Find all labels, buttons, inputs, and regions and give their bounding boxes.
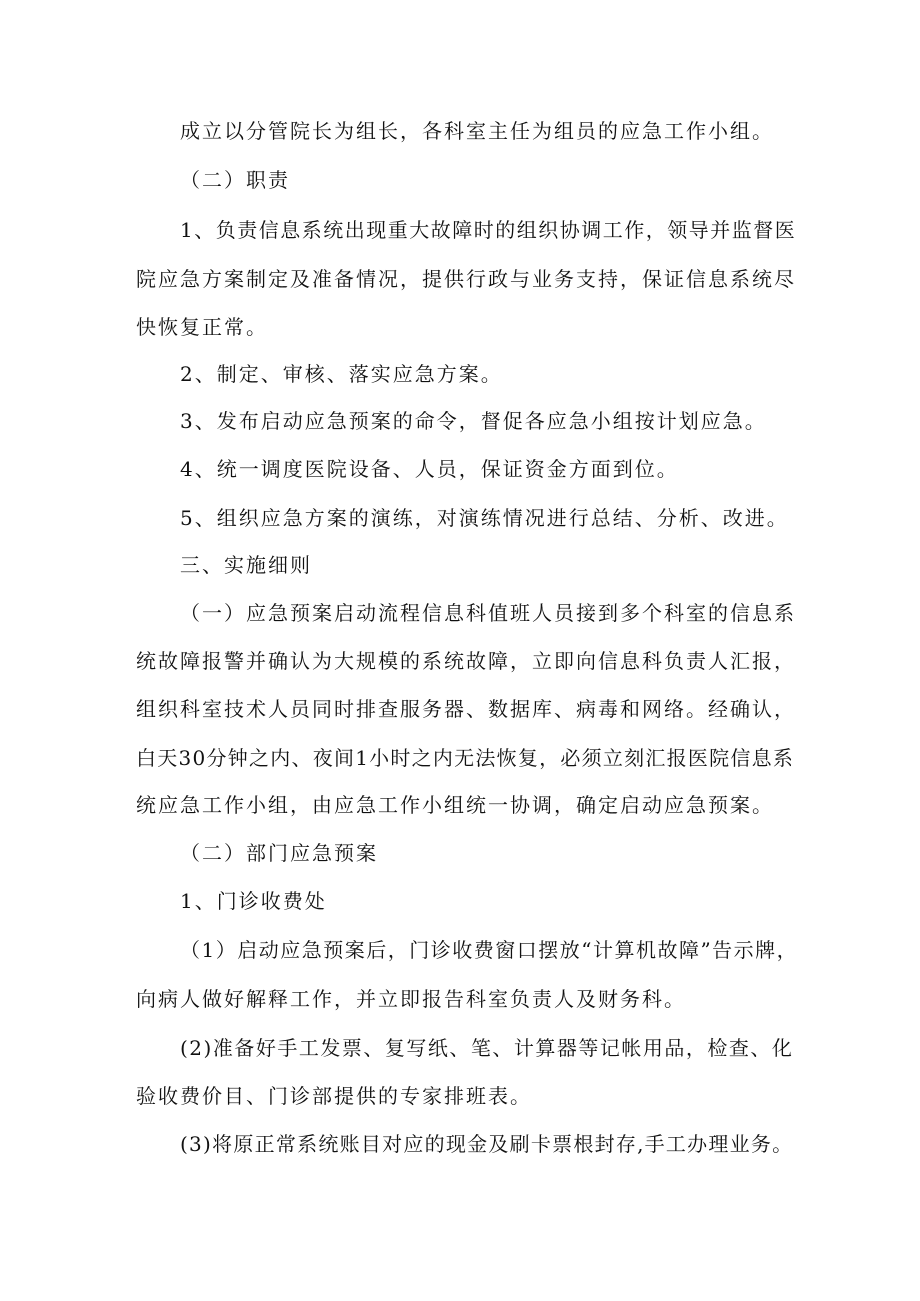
- text-line: 统故障报警并确认为大规模的系统故障，立即向信息科负责人汇报，: [136, 649, 796, 673]
- text-line: 5、组织应急方案的演练，对演练情况进行总结、分析、改进。: [180, 506, 789, 530]
- text-line: 快恢复正常。: [136, 315, 268, 339]
- text-line: 白天30分钟之内、夜间1小时之内无法恢复，必须立刻汇报医院信息系: [136, 746, 795, 770]
- text-line: (3)将原正常系统账目对应的现金及刷卡票根封存,手工办理业务。: [180, 1132, 794, 1156]
- text-line: 成立以分管院长为组长，各科室主任为组员的应急工作小组。: [180, 119, 774, 143]
- text-line: 院应急方案制定及准备情况，提供行政与业务支持，保证信息系统尽: [136, 267, 796, 291]
- text-line: 统应急工作小组，由应急工作小组统一协调，确定启动应急预案。: [136, 793, 774, 817]
- text-line: (2)准备好手工发票、复写纸、笔、计算器等记帐用品，检查、化: [180, 1036, 794, 1060]
- text-line: 验收费价目、门诊部提供的专家排班表。: [136, 1084, 532, 1108]
- section-heading: （二）职责: [180, 168, 290, 192]
- section-heading: （二）部门应急预案: [180, 841, 378, 865]
- text-line: 4、统一调度医院设备、人员，保证资金方面到位。: [180, 457, 679, 481]
- text-line: （1）启动应急预案后，门诊收费窗口摆放“计算机故障”告示牌，: [180, 938, 799, 962]
- text-line: 组织科室技术人员同时排查服务器、数据库、病毒和网络。经确认，: [136, 697, 796, 721]
- text-line: 向病人做好解释工作，并立即报告科室负责人及财务科。: [136, 987, 686, 1011]
- text-line: （一）应急预案启动流程信息科值班人员接到多个科室的信息系: [180, 601, 796, 625]
- text-line: 1、负责信息系统出现重大故障时的组织协调工作，领导并监督医: [180, 218, 797, 242]
- text-line: 2、制定、审核、落实应急方案。: [180, 362, 503, 386]
- section-heading: 三、实施细则: [180, 553, 312, 577]
- text-line: 3、发布启动应急预案的命令，督促各应急小组按计划应急。: [180, 409, 767, 433]
- section-heading: 1、门诊收费处: [180, 889, 327, 913]
